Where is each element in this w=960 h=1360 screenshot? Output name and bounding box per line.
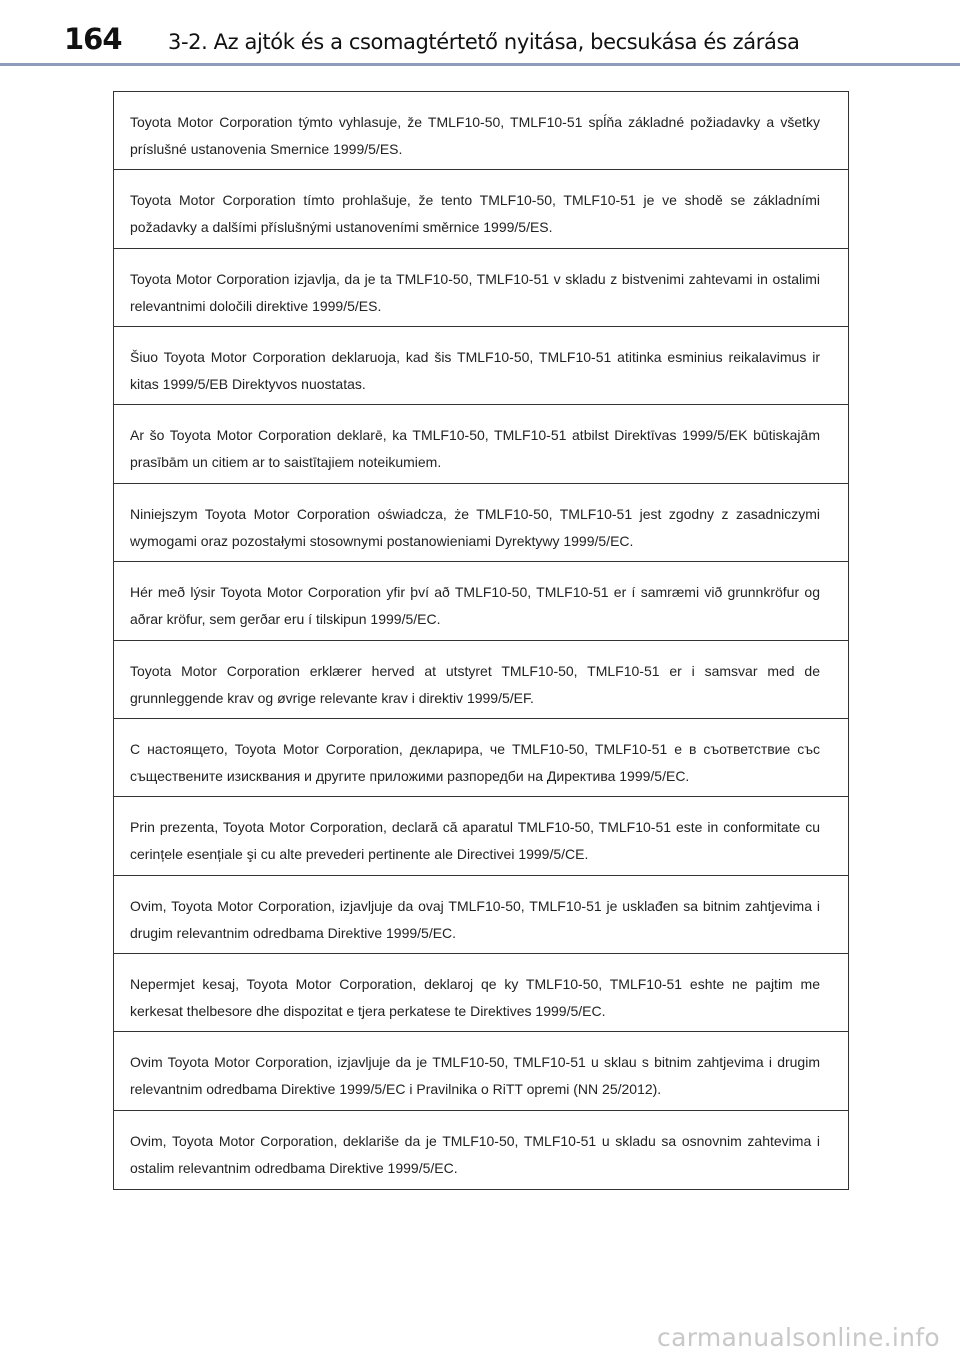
declaration-lithuanian: Šiuo Toyota Motor Corporation deklaruoja, kad šis TMLF10-50, TMLF10-51 atitinka esminius reikalavimus ir kitas 1999/5/EB Direktyvos nuostatas. <box>114 327 848 405</box>
declaration-czech: Toyota Motor Corporation tímto prohlašuje, že tento TMLF10-50, TMLF10-51 je ve shodě se základními požadavky a dalšími příslušnými ustanoveními směrnice 1999/5/ES. <box>114 170 848 248</box>
declaration-serbian: Ovim, Toyota Motor Corporation, deklariše da je TMLF10-50, TMLF10-51 u skladu sa osnovnim zahtevima i ostalim relevantnim odredbama Direktive 1999/5/EC. <box>130 1132 820 1176</box>
chapter-title: 3-2. Az ajtók és a csomagtértető nyitása, becsukása és zárása <box>168 30 800 54</box>
declaration-icelandic: Hér með lýsir Toyota Motor Corporation yfir því að TMLF10-50, TMLF10-51 er í samræmi við grunnkröfur og aðrar kröfur, sem gerðar eru í tilskipun 1999/5/EC. <box>114 562 848 640</box>
watermark: carmanualsonline.info <box>657 1323 940 1352</box>
declaration-romanian: Prin prezenta, Toyota Motor Corporation, declară că aparatul TMLF10-50, TMLF10-51 este in conformitate cu cerințele esențiale şi cu alte prevederi pertinente ale Directivei 1999/5/CE. <box>114 797 848 875</box>
declaration-bosnian: Ovim, Toyota Motor Corporation, izjavljuje da ovaj TMLF10-50, TMLF10-51 je usklađen sa bitnim zahtjevima i drugim relevantnim odredbama Direktive 1999/5/EC. <box>114 876 848 954</box>
declaration-albanian: Nepermjet kesaj, Toyota Motor Corporation, deklaroj qe ky TMLF10-50, TMLF10-51 eshte ne pajtim me kerkesat thelbesore dhe dispozitat e tjera perkatese te Direktives 1999/5/EC. <box>114 954 848 1032</box>
page-header <box>0 0 960 66</box>
declaration-slovenian: Toyota Motor Corporation izjavlja, da je ta TMLF10-50, TMLF10-51 v skladu z bistvenimi zahtevami in ostalimi relevantnimi določili direktive 1999/5/ES. <box>114 249 848 327</box>
declaration-norwegian: Toyota Motor Corporation erklærer herved at utstyret TMLF10-50, TMLF10-51 er i samsvar med de grunnleggende krav og øvrige relevante krav i direktiv 1999/5/EF. <box>114 641 848 719</box>
declaration-croatian: Ovim Toyota Motor Corporation, izjavljuje da je TMLF10-50, TMLF10-51 u sklau s bitnim zahtjevima i drugim relevantnim odredbama Direktive 1999/5/EC i Pravilnika o RiTT opremi (NN 25/2012). <box>114 1032 848 1110</box>
declaration-slovak: Toyota Motor Corporation týmto vyhlasuje, že TMLF10-50, TMLF10-51 spĺňa základné požiadavky a všetky príslušné ustanovenia Smernice 1999/5/ES. <box>114 92 848 170</box>
declaration-polish: Niniejszym Toyota Motor Corporation oświadcza, że TMLF10-50, TMLF10-51 jest zgodny z zasadniczymi wymogami oraz pozostałymi stosownymi postanowieniami Dyrektywy 1999/5/EC. <box>114 484 848 562</box>
declaration-table <box>113 91 849 1190</box>
page-number: 164 <box>64 22 122 56</box>
declaration-latvian: Ar šo Toyota Motor Corporation deklarē, ka TMLF10-50, TMLF10-51 atbilst Direktīvas 1999/5/EK būtiskajām prasībām un citiem ar to saistītajiem noteikumiem. <box>114 405 848 483</box>
declaration-bulgarian: С настоящето, Toyota Motor Corporation, декларира, че TMLF10-50, TMLF10-51 е в съответствие със съществените изисквания и другите приложими разпоредби на Директива 1999/5/ЕС. <box>114 719 848 797</box>
